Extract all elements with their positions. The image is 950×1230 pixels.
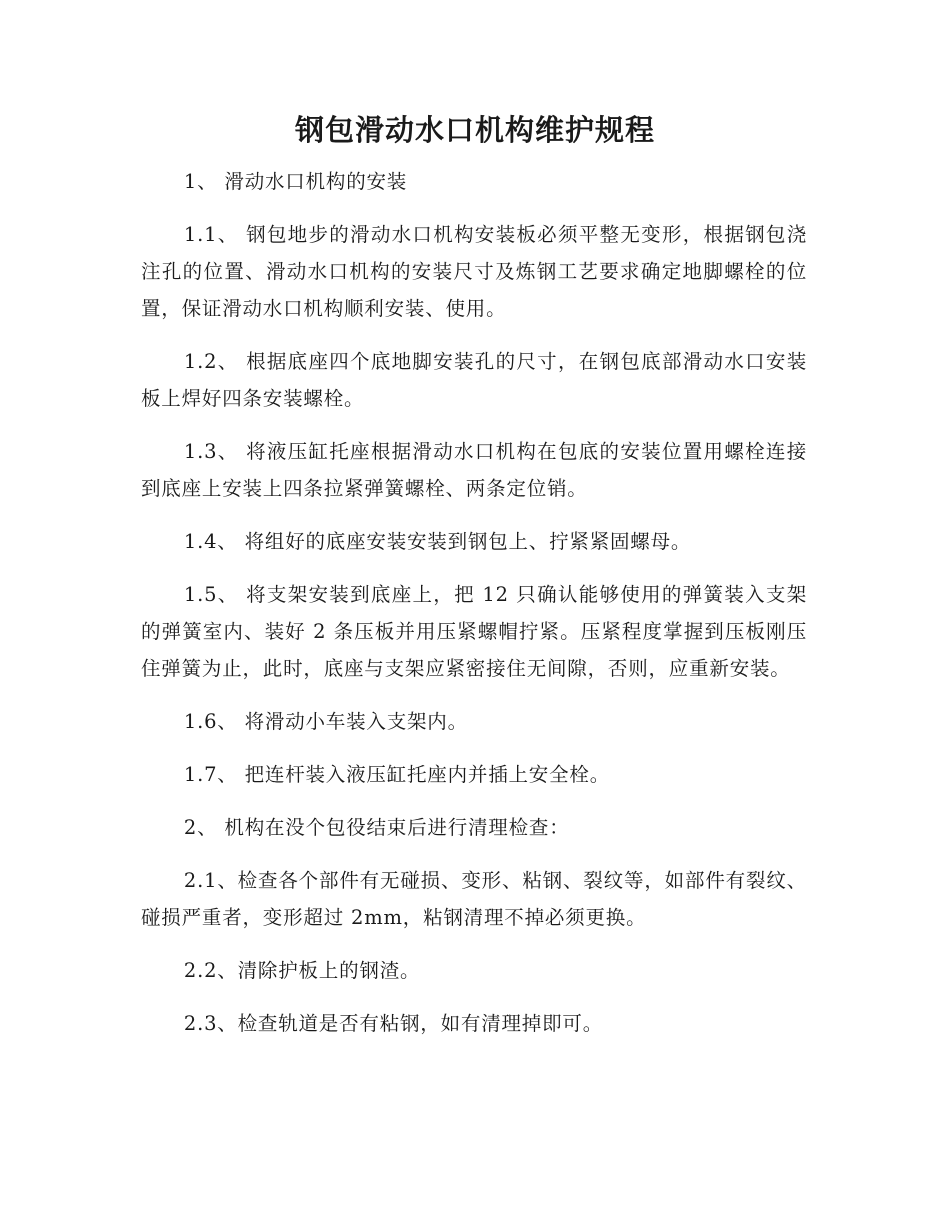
paragraph-2-3: 2.3、检查轨道是否有粘钢，如有清理掉即可。 <box>183 1012 604 1035</box>
paragraph-1-5: 1.5、 将支架安装到底座上，把 12 只确认能够使用的弹簧装入支架的弹簧室内、装好 2 条压板并用压紧螺帽拧紧。压紧程度掌握到压板刚压住弹簧为止，此时，底座与支架应紧密接住无间隙，否则，应重新安装。 <box>141 583 807 680</box>
document-title: 钢包滑动水口机构维护规程 <box>294 113 655 147</box>
paragraph-2-1: 2.1、检查各个部件有无碰损、变形、粘钢、裂纹等，如部件有裂纹、碰损严重者，变形超过 2mm，粘钢清理不掉必须更换。 <box>141 869 807 929</box>
paragraph-1-7: 1.7、 把连杆装入液压缸托座内并插上安全栓。 <box>183 763 611 786</box>
paragraph-2-2: 2.2、清除护板上的钢渣。 <box>183 959 421 982</box>
paragraph-1-2: 1.2、 根据底座四个底地脚安装孔的尺寸，在钢包底部滑动水口安装板上焊好四条安装螺栓。 <box>141 350 807 410</box>
paragraph-section-1-heading: 1、 滑动水口机构的安装 <box>183 170 408 193</box>
document-body <box>141 163 807 1058</box>
paragraph-1-3: 1.3、 将液压缸托座根据滑动水口机构在包底的安装位置用螺栓连接到底座上安装上四条拉紧弹簧螺栓、两条定位销。 <box>141 440 807 500</box>
paragraph-1-1: 1.1、 钢包地步的滑动水口机构安装板必须平整无变形，根据钢包浇注孔的位置、滑动水口机构的安装尺寸及炼钢工艺要求确定地脚螺栓的位置，保证滑动水口机构顺利安装、使用。 <box>141 223 807 320</box>
paragraph-1-6: 1.6、 将滑动小车装入支架内。 <box>183 710 468 733</box>
paragraph-1-4: 1.4、 将组好的底座安装安装到钢包上、拧紧紧固螺母。 <box>183 530 692 553</box>
paragraph-section-2-heading: 2、 机构在没个包役结束后进行清理检查： <box>183 816 570 839</box>
